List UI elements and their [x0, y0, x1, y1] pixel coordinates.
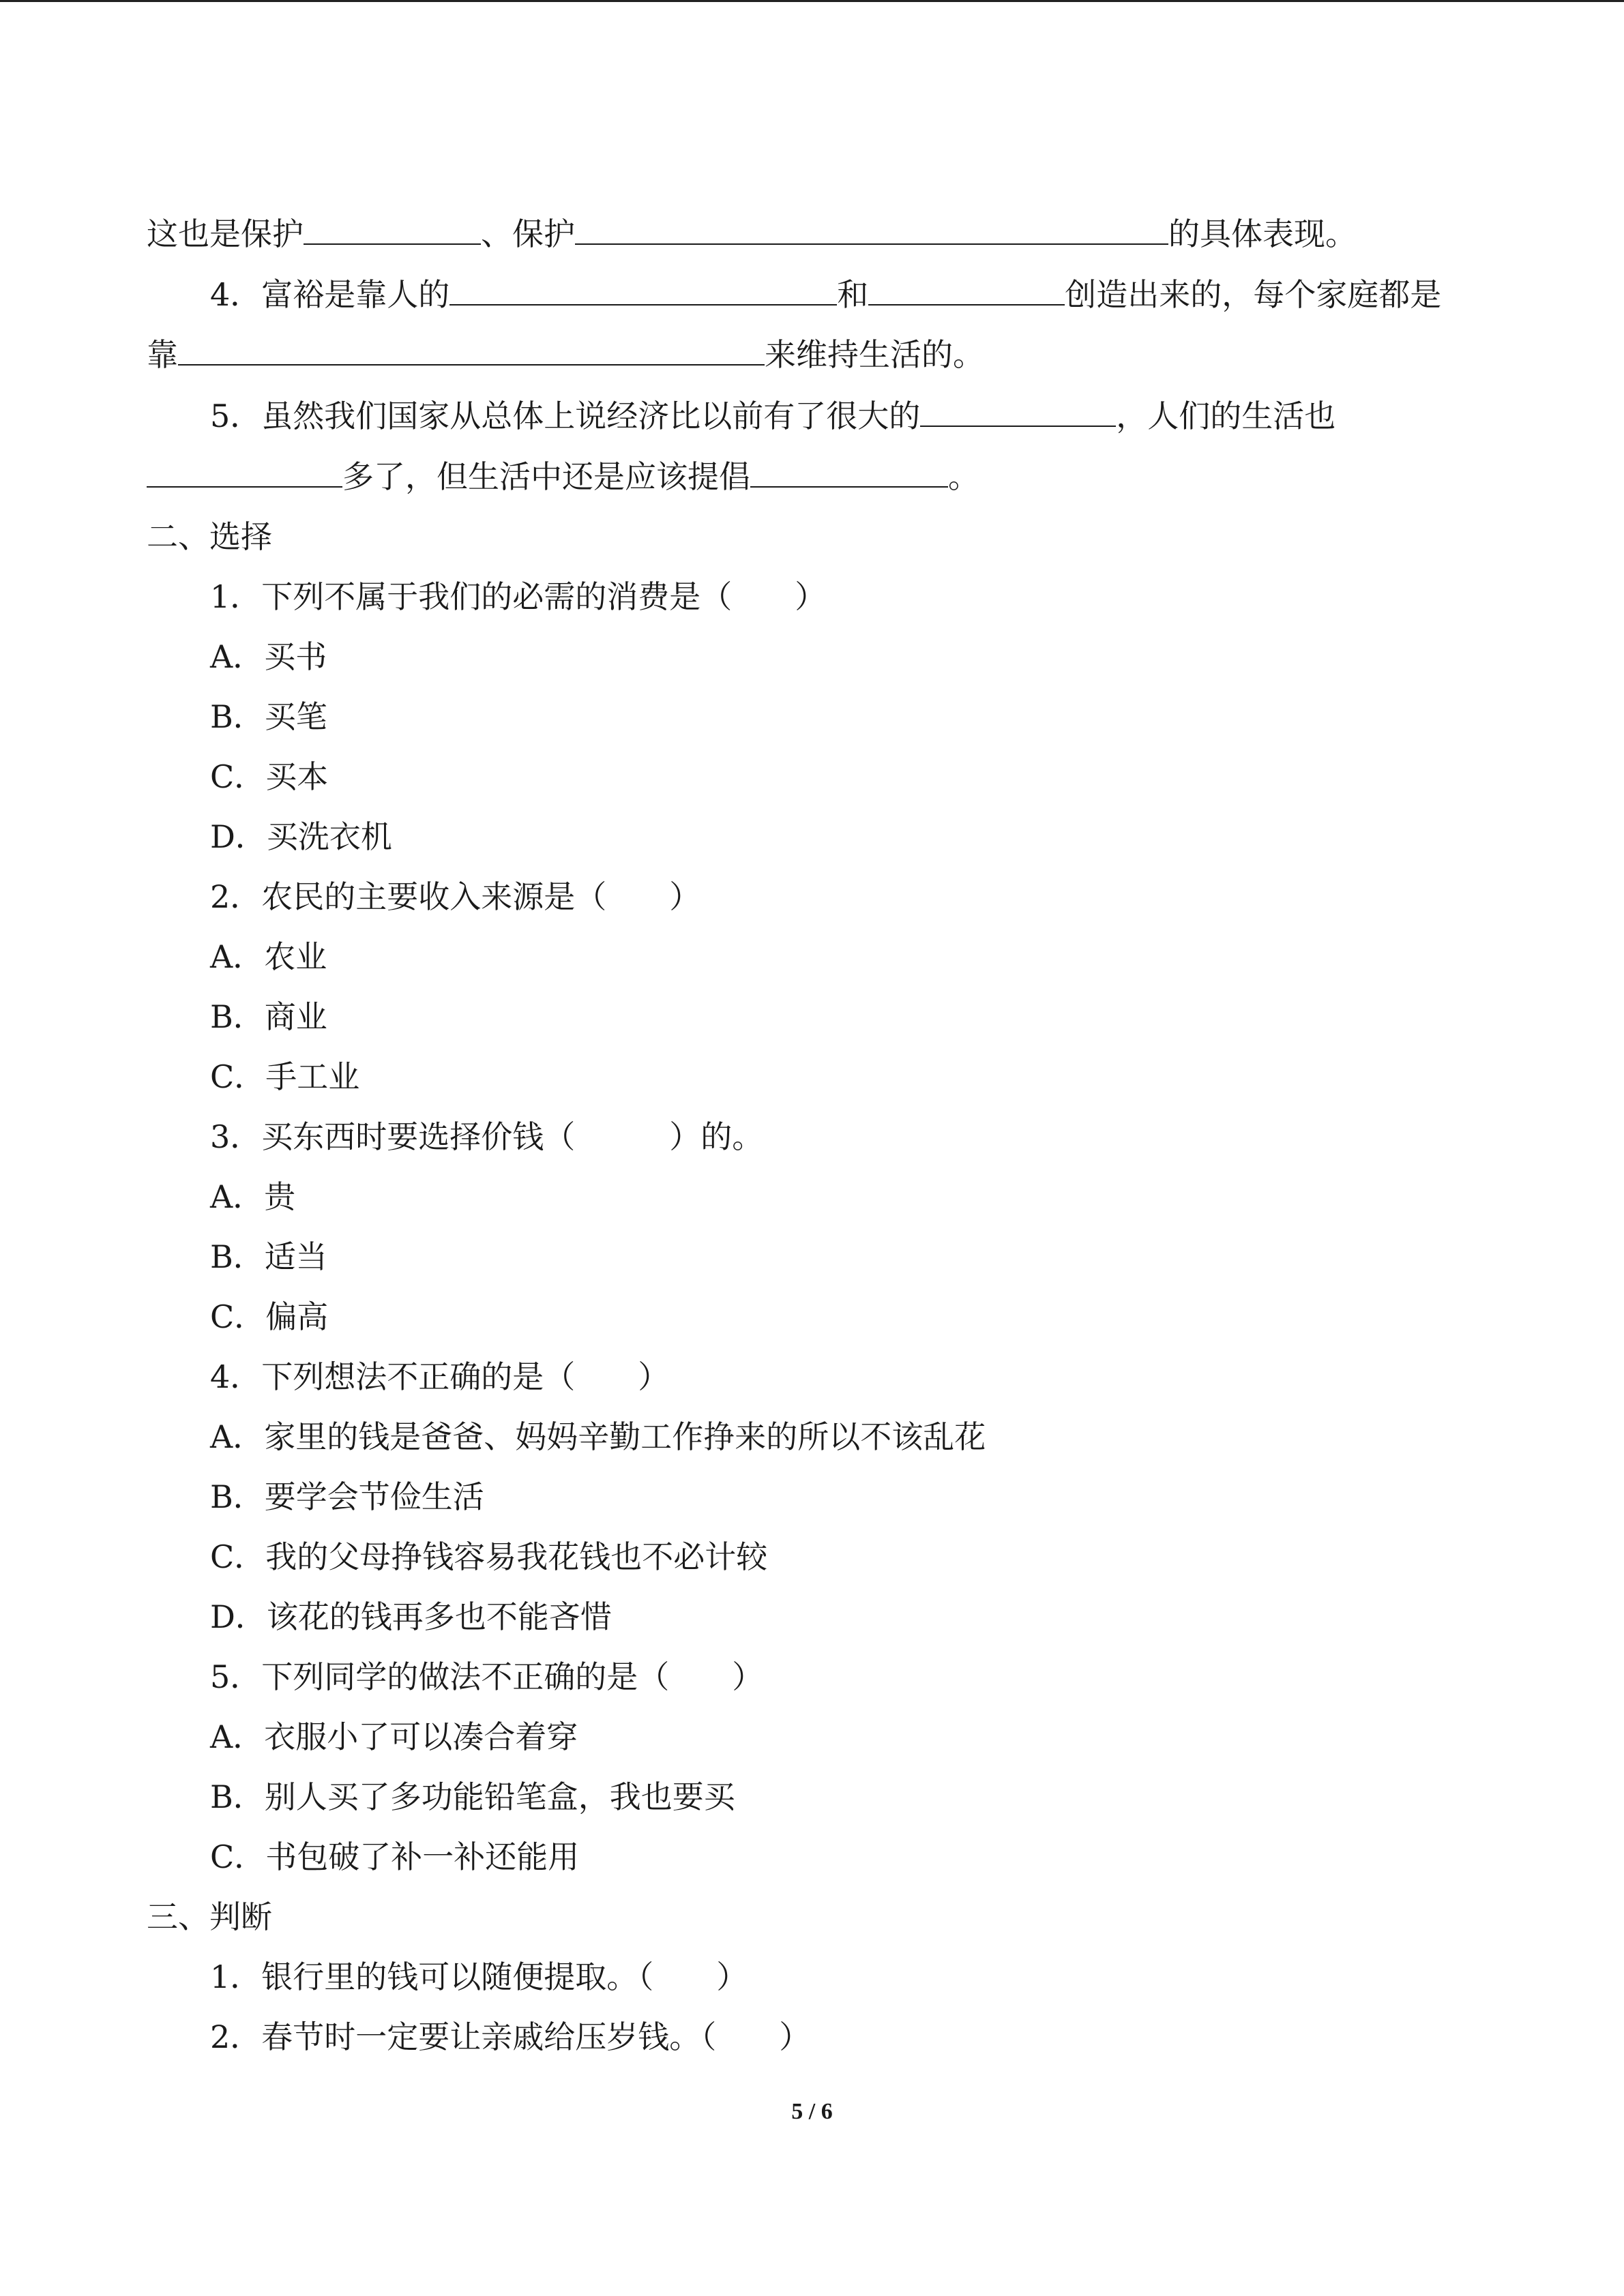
- answer-blank[interactable]: [868, 274, 1065, 305]
- choice-option[interactable]: C．我的父母挣钱容易我花钱也不必计较: [210, 1538, 768, 1575]
- judge-question-2: 2．春节时一定要让亲戚给压岁钱。（ ）: [210, 2018, 811, 2055]
- fill-in-question-4: [210, 274, 1441, 315]
- question-text: 5．虽然我们国家从总体上说经济比以前有了很大的: [210, 398, 921, 434]
- answer-blank[interactable]: [575, 213, 1168, 245]
- question-text: ，人们的生活也: [1116, 398, 1336, 434]
- question-text: 这也是保护: [147, 215, 304, 252]
- question-text: 4．富裕是靠人的: [210, 276, 450, 313]
- fill-in-question-4-continued: [147, 334, 984, 375]
- answer-blank[interactable]: [304, 213, 481, 245]
- fill-in-question-5: [210, 396, 1335, 436]
- choice-question-4: 4．下列想法不正确的是（ ）: [210, 1358, 670, 1395]
- choice-question-1: 1．下列不属于我们的必需的消费是（ ）: [210, 578, 827, 615]
- answer-blank[interactable]: [750, 456, 948, 488]
- answer-blank[interactable]: [920, 396, 1116, 427]
- choice-question-5: 5．下列同学的做法不正确的是（ ）: [210, 1658, 764, 1695]
- question-text: 。: [948, 458, 979, 495]
- choice-option[interactable]: C．买本: [210, 758, 329, 795]
- question-text: 创造出来的，每个家庭都是: [1065, 276, 1442, 313]
- question-text: 和: [837, 276, 869, 313]
- choice-option[interactable]: B．买笔: [210, 698, 327, 735]
- fill-in-question-5-continued: [147, 456, 979, 497]
- choice-option[interactable]: C．偏高: [210, 1298, 329, 1335]
- choice-option[interactable]: C．书包破了补一补还能用: [210, 1838, 580, 1875]
- section-title-judge: 三、判断: [147, 1898, 272, 1935]
- choice-question-3: 3．买东西时要选择价钱（ ）的。: [210, 1118, 764, 1155]
- choice-option[interactable]: A．贵: [210, 1178, 296, 1215]
- choice-option[interactable]: A．家里的钱是爸爸、妈妈辛勤工作挣来的所以不该乱花: [210, 1418, 986, 1455]
- answer-blank[interactable]: [178, 334, 765, 366]
- question-text: 来维持生活的。: [765, 336, 984, 373]
- choice-option[interactable]: A．衣服小了可以凑合着穿: [210, 1718, 578, 1755]
- choice-option[interactable]: D．买洗衣机: [210, 818, 392, 855]
- judge-question-1: 1．银行里的钱可以随便提取。（ ）: [210, 1958, 748, 1995]
- choice-option[interactable]: B．别人买了多功能铅笔盒，我也要买: [210, 1778, 735, 1815]
- choice-option[interactable]: A．农业: [210, 938, 327, 975]
- question-text: 靠: [147, 336, 178, 373]
- choice-option[interactable]: D．该花的钱再多也不能吝惜: [210, 1598, 612, 1635]
- question-text: 的具体表现。: [1168, 215, 1357, 252]
- answer-blank[interactable]: [147, 456, 342, 488]
- choice-option[interactable]: B．商业: [210, 998, 327, 1035]
- choice-option[interactable]: C．手工业: [210, 1058, 360, 1095]
- question-text: 、保护: [481, 215, 575, 252]
- choice-question-2: 2．农民的主要收入来源是（ ）: [210, 878, 701, 915]
- choice-option[interactable]: A．买书: [210, 638, 327, 675]
- fill-in-line-1: [147, 213, 1357, 254]
- page-number: 5 / 6: [791, 2099, 833, 2124]
- question-text: 多了，但生活中还是应该提倡: [342, 458, 750, 495]
- page-top-border: [0, 0, 1624, 2]
- choice-option[interactable]: B．适当: [210, 1238, 327, 1275]
- answer-blank[interactable]: [449, 274, 837, 305]
- choice-option[interactable]: B．要学会节俭生活: [210, 1478, 484, 1515]
- section-title-choice: 二、选择: [147, 518, 272, 555]
